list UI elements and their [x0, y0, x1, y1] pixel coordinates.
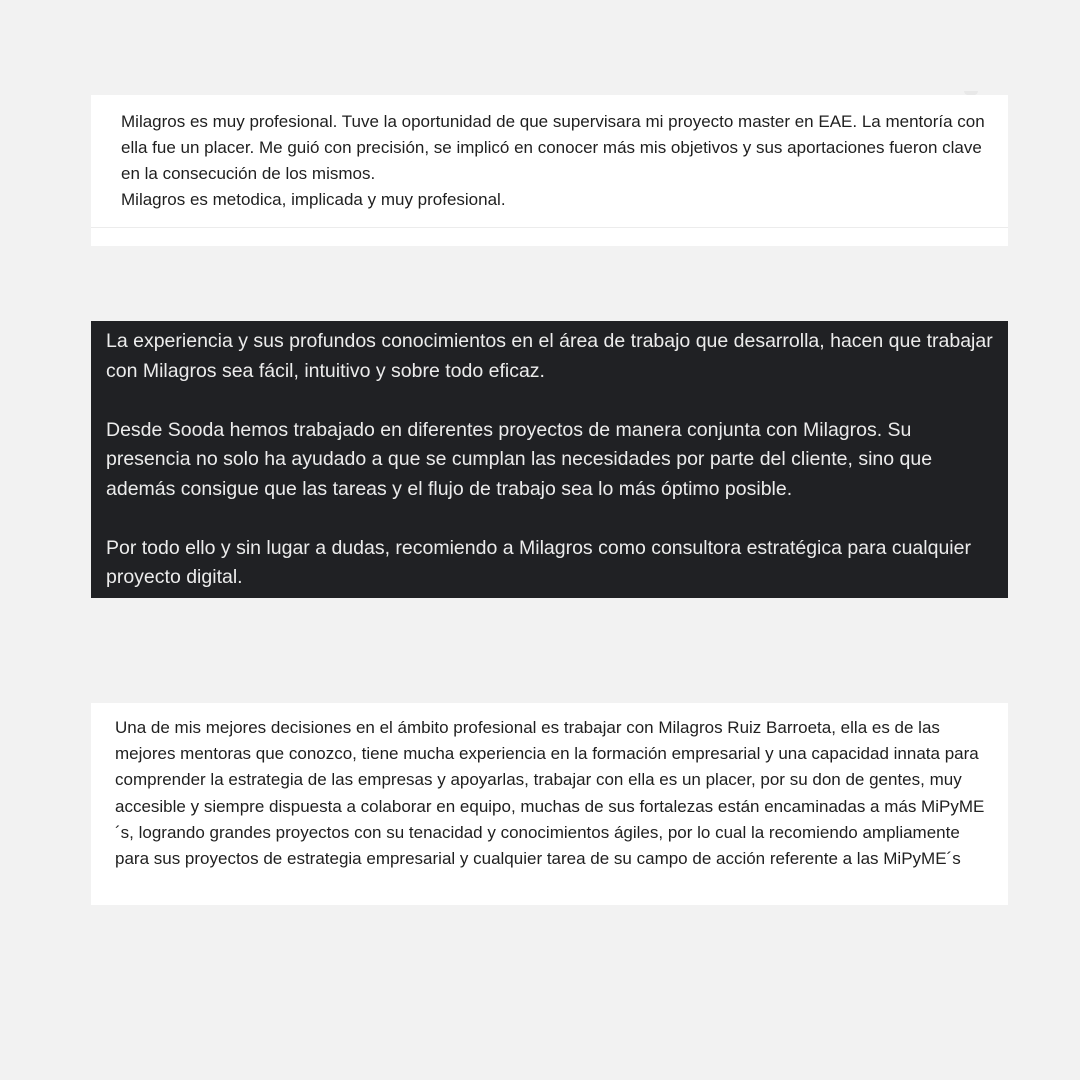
- testimonial-card-1: [91, 95, 1008, 246]
- testimonial-card-2: [91, 321, 1008, 598]
- testimonial-2-paragraph-1: La experiencia y sus profundos conocimientos en el área de trabajo que desarrolla, hacen que trabajar con Milagros sea fácil, intuitivo y sobre todo eficaz.: [106, 330, 993, 382]
- testimonial-card-3: [91, 703, 1008, 905]
- corner-decoration: [964, 91, 978, 95]
- card-divider: [91, 227, 1008, 228]
- testimonial-3-paragraph-1: Una de mis mejores decisiones en el ámbito profesional es trabajar con Milagros Ruiz Barroeta, ella es de las mejores mentoras que conozco, tiene mucha experiencia en la formación empresarial y una capacidad innata para comprender la estrategia de las empresas y apoyarlas, trabajar con ella es un placer, por su don de gentes, muy accesible y siempre dispuesta a colaborar en equipo, muchas de sus fortalezas están encaminadas a más MiPyME´s, logrando grandes proyectos con su tenacidad y conocimientos ágiles, por lo cual la recomiendo ampliamente para sus proyectos de estrategia empresarial y cualquier tarea de su campo de acción referente a las MiPyME´s: [115, 718, 985, 869]
- testimonial-1-paragraph-1: Milagros es muy profesional. Tuve la oportunidad de que supervisara mi proyecto master en EAE. La mentoría con ella fue un placer. Me guió con precisión, se implicó en conocer más mis objetivos y sus aportaciones fueron clave en la consecución de los mismos.: [121, 112, 985, 183]
- testimonial-2-paragraph-2: Desde Sooda hemos trabajado en diferentes proyectos de manera conjunta con Milagros. Su presencia no solo ha ayudado a que se cumplan las necesidades por parte del cliente, sino que además consigue que las tareas y el flujo de trabajo sea lo más óptimo posible.: [106, 418, 933, 500]
- testimonial-1-paragraph-2: Milagros es metodica, implicada y muy profesional.: [121, 190, 506, 209]
- testimonial-2-paragraph-3: Por todo ello y sin lugar a dudas, recomiendo a Milagros como consultora estratégica para cualquier proyecto digital.: [106, 536, 971, 588]
